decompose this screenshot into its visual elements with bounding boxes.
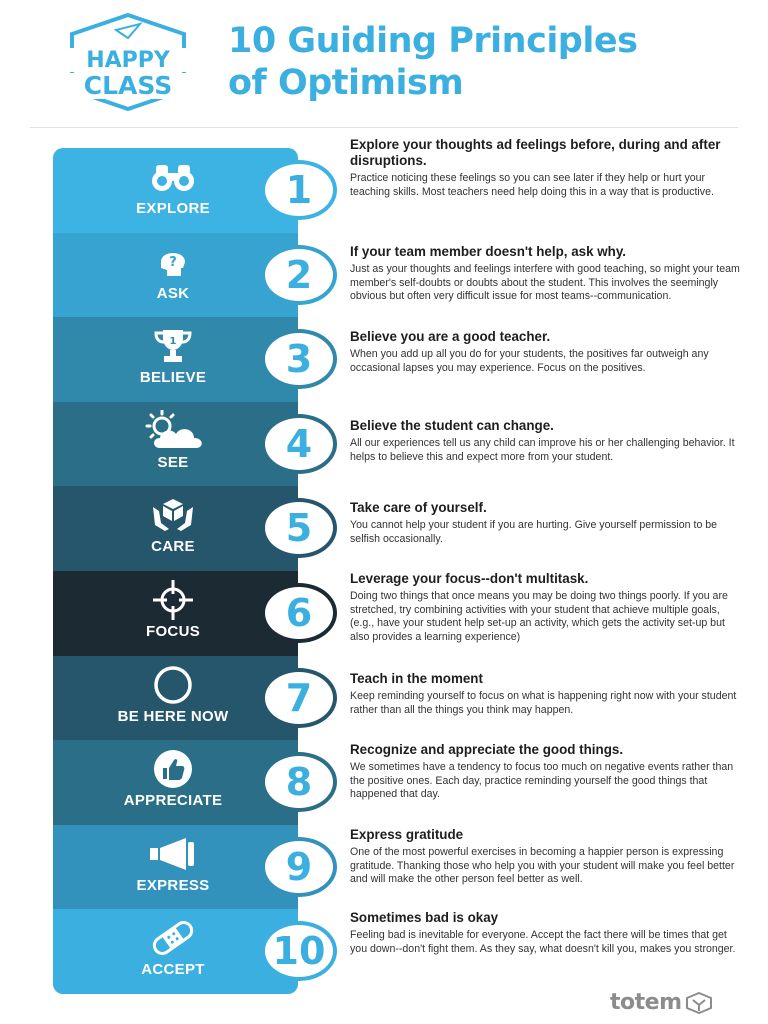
step-number: 4 [285, 421, 313, 466]
principle-heading: Leverage your focus--don't multitask. [350, 571, 589, 586]
step-number: 6 [285, 590, 313, 635]
crosshair-icon [123, 579, 223, 621]
step-label: BE HERE NOW [117, 707, 229, 725]
principle-heading: Explore your thoughts ad feelings before, during and after disruptions. [350, 137, 721, 168]
principle-body: All our experiences tell us any child can improve his or her challenging behavior. It helps to believe this and expect more from your student. [350, 437, 735, 463]
principle-body: Doing two things that once means you may be doing two things poorly. If you are stretched, try combining activities with your student that achieve multiple goals, (e.g., have your student help set-up an activity, which gets the activity set-up but also provides a learning experience) [350, 590, 728, 643]
principle-heading: Recognize and appreciate the good things. [350, 742, 624, 757]
thumbs-up-icon [123, 748, 223, 790]
principle-text-10 [350, 910, 745, 956]
principle-step-7 [53, 656, 313, 741]
principle-heading: Take care of yourself. [350, 500, 487, 515]
principle-text-2 [350, 244, 745, 304]
principle-body: You cannot help your student if you are hurting. Give yourself permission to be selfish occasionally. [350, 519, 718, 545]
principle-body: We sometimes have a tendency to focus too much on negative events rather than the positive ones. Each day, practice reminding yourself the good things that happened that day. [350, 761, 734, 801]
principle-body: Keep reminding yourself to focus on what is happening right now with your student rather than all the things you think may happen. [350, 690, 737, 716]
step-number-circle [261, 498, 337, 558]
principle-text-5 [350, 500, 745, 546]
principle-step-1 [53, 148, 313, 233]
principle-text-6 [350, 571, 745, 644]
step-number: 1 [285, 168, 313, 212]
step-label: EXPRESS [136, 876, 210, 894]
principles-column [53, 148, 326, 994]
happy-class-logo [66, 12, 190, 112]
step-number: 2 [285, 252, 313, 297]
step-number-circle [261, 329, 337, 389]
step-label: SEE [157, 453, 189, 471]
svg-text:1: 1 [169, 336, 177, 348]
step-label: FOCUS [146, 622, 200, 640]
step-number-circle [261, 837, 337, 897]
principle-heading: Teach in the moment [350, 671, 483, 686]
principle-body: One of the most powerful exercises in becoming a happier person is expressing gratitude. Thanking those who help you with your student will make you feel better and will make the other person feel better as well. [350, 846, 735, 886]
title-line-2: of Optimism [228, 63, 464, 103]
step-label: BELIEVE [139, 369, 207, 387]
principle-step-9 [53, 825, 313, 910]
principle-step-6 [53, 571, 313, 656]
principle-heading: Sometimes bad is okay [350, 910, 499, 925]
step-number-circle [261, 245, 337, 305]
step-number: 3 [285, 337, 313, 382]
step-number-circle [261, 752, 337, 812]
sun-cloud-icon [123, 410, 223, 452]
principle-step-3 [53, 317, 313, 402]
principle-text-7 [350, 671, 745, 717]
principle-text-8 [350, 742, 745, 802]
hexagon-logo-icon [66, 12, 190, 112]
title-line-1: 10 Guiding Principles [228, 21, 638, 61]
logo-text-bottom: CLASS [83, 71, 173, 100]
principle-text-1 [350, 137, 745, 199]
principle-heading: Express gratitude [350, 827, 464, 842]
principle-step-8 [53, 740, 313, 825]
principle-text-9 [350, 827, 745, 887]
hands-box-icon [123, 494, 223, 536]
bandage-icon [123, 917, 223, 959]
circle-icon [123, 664, 223, 706]
svg-text:?: ? [169, 254, 177, 270]
principle-step-4 [53, 402, 313, 487]
principle-body: Practice noticing these feelings so you can see later if they help or hurt your teaching skills. Most teachers need help doing this in a way that is productive. [350, 172, 714, 198]
logo-text-top: HAPPY [86, 48, 170, 73]
totem-brand [610, 990, 712, 1015]
principle-step-10 [53, 909, 326, 994]
principle-heading: If your team member doesn't help, ask why. [350, 244, 627, 259]
principle-step-2 [53, 233, 313, 318]
step-number-circle [261, 583, 337, 643]
principle-body: When you add up all you do for your students, the positives far outweigh any occasional lapses you may experience. Focus on the positives. [350, 348, 709, 374]
principle-text-3 [350, 329, 745, 375]
step-number: 9 [285, 844, 313, 889]
principle-step-5 [53, 486, 313, 571]
step-number: 8 [285, 760, 313, 805]
step-label: EXPLORE [136, 200, 210, 217]
header-divider [30, 127, 738, 128]
principle-body: Feeling bad is inevitable for everyone. Accept the fact there will be times that get you down--don't fight them. As they say, what doesn't kill you, makes you stronger. [350, 929, 736, 955]
step-label: APPRECIATE [123, 792, 223, 810]
trophy-icon [123, 325, 223, 367]
step-label: CARE [151, 538, 195, 556]
principle-body: Just as your thoughts and feelings interfere with good teaching, so might your team member's self-doubts or doubts about the student. This involves the seemingly obvious but often very difficult issue for most teams--communication. [350, 263, 740, 303]
step-number-circle [261, 160, 337, 220]
totem-wordmark: totem [610, 990, 682, 1015]
step-number: 5 [285, 506, 313, 551]
question-head-icon [123, 241, 223, 283]
principle-heading: Believe the student can change. [350, 418, 554, 433]
binoculars-icon [123, 156, 223, 198]
step-number: 7 [285, 675, 313, 720]
megaphone-icon [123, 833, 223, 875]
totem-mark-icon [686, 992, 712, 1014]
principle-heading: Believe you are a good teacher. [350, 329, 551, 344]
step-label: ASK [156, 284, 190, 302]
step-number-circle [261, 414, 337, 474]
step-number-circle [261, 668, 337, 728]
page-title [228, 20, 748, 104]
principle-text-4 [350, 418, 745, 464]
step-number-circle [261, 921, 337, 981]
step-label: ACCEPT [141, 961, 205, 979]
step-number: 10 [272, 929, 326, 974]
